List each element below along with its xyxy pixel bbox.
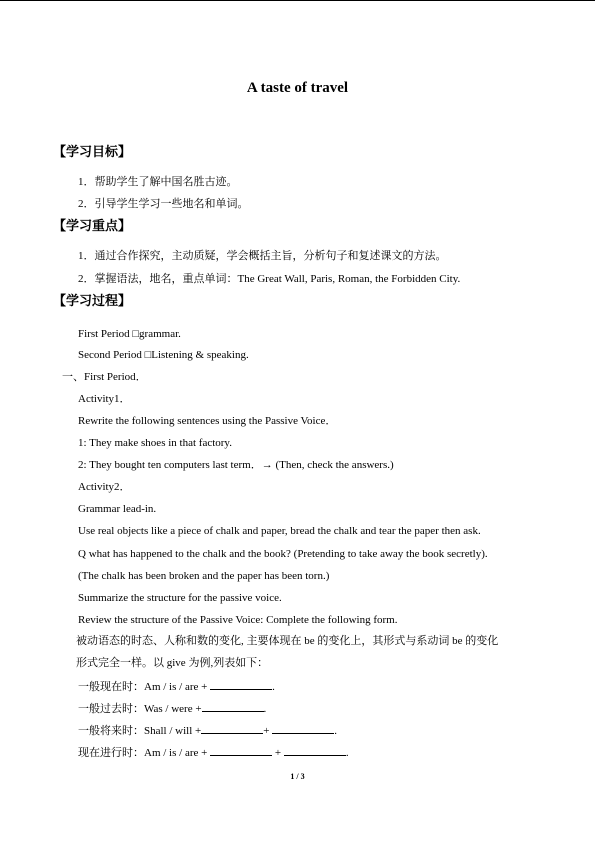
form-label: 一般过去时：: [78, 703, 144, 715]
key-point-item: 1．通过合作探究，主动质疑，学会概括主旨，分析句子和复述课文的方法。: [78, 250, 447, 262]
fill-blank[interactable]: [272, 723, 334, 734]
top-rule: [0, 0, 595, 1]
key-point-item: 2．掌握语法，地名，重点单词：The Great Wall, Paris, Roman, the Forbidden City.: [78, 273, 461, 285]
process-line: First Period □grammar.: [78, 328, 181, 340]
form-text: Was / were +: [144, 703, 202, 715]
objective-item: 1．帮助学生了解中国名胜古迹。: [78, 176, 238, 188]
page-title: A taste of travel: [246, 80, 349, 96]
process-line: 1: They make shoes in that factory.: [78, 437, 232, 449]
process-line: 2: They bought ten computers last term．→ (Then, check the answers.): [78, 459, 394, 471]
fill-blank[interactable]: [201, 723, 263, 734]
form-end: .: [272, 681, 275, 693]
form-label: 现在进行时：: [78, 747, 144, 759]
process-line: Summarize the structure for the passive voice.: [78, 592, 282, 604]
fill-blank[interactable]: [210, 679, 272, 690]
process-line: Q what has happened to the chalk and the book? (Pretending to take away the book secretly).: [78, 548, 488, 560]
process-line: Activity1．: [78, 393, 131, 405]
paragraph-line: 形式完全一样。以 give 为例,列表如下：: [76, 657, 269, 669]
form-label: 一般现在时：: [78, 681, 144, 693]
process-line: Use real objects like a piece of chalk and paper, bread the chalk and tear the paper then ask.: [78, 525, 481, 537]
fill-blank[interactable]: [202, 701, 264, 712]
form-end: .: [334, 725, 337, 737]
form-label: 一般将来时：: [78, 725, 144, 737]
heading-objectives: 【学习目标】: [53, 145, 132, 160]
process-line: Review the structure of the Passive Voice: Complete the following form.: [78, 614, 398, 626]
form-line-present-simple: [78, 679, 275, 695]
process-line: Grammar lead-in.: [78, 503, 157, 515]
form-end: .: [345, 747, 349, 759]
form-mid: +: [274, 747, 282, 759]
form-line-past-simple: [78, 701, 266, 717]
process-line: Second Period □Listening & speaking.: [78, 349, 249, 361]
form-text: Shall / will +: [144, 725, 202, 737]
fill-blank[interactable]: [210, 745, 272, 756]
process-line: (The chalk has been broken and the paper has been torn.): [78, 570, 330, 582]
form-line-present-continuous: [78, 745, 349, 761]
heading-key-points: 【学习重点】: [53, 219, 132, 234]
heading-process: 【学习过程】: [53, 294, 132, 309]
process-line: Activity2．: [78, 481, 131, 493]
form-mid: +: [263, 725, 270, 737]
objective-item: 2．引导学生学习一些地名和单词。: [78, 198, 249, 210]
page-number: 1 / 3: [290, 772, 305, 781]
fill-blank[interactable]: [284, 745, 346, 756]
form-line-future-simple: [78, 723, 337, 739]
paragraph-line: 被动语态的时态、人称和数的变化, 主要体现在 be 的变化上，其形式与系动词 be 的变化: [76, 635, 499, 647]
form-text: Am / is / are +: [144, 681, 208, 693]
form-end: .: [263, 703, 267, 715]
process-line: Rewrite the following sentences using the Passive Voice．: [78, 415, 337, 427]
form-text: Am / is / are +: [144, 747, 208, 759]
process-line: 一、First Period．: [62, 371, 147, 383]
